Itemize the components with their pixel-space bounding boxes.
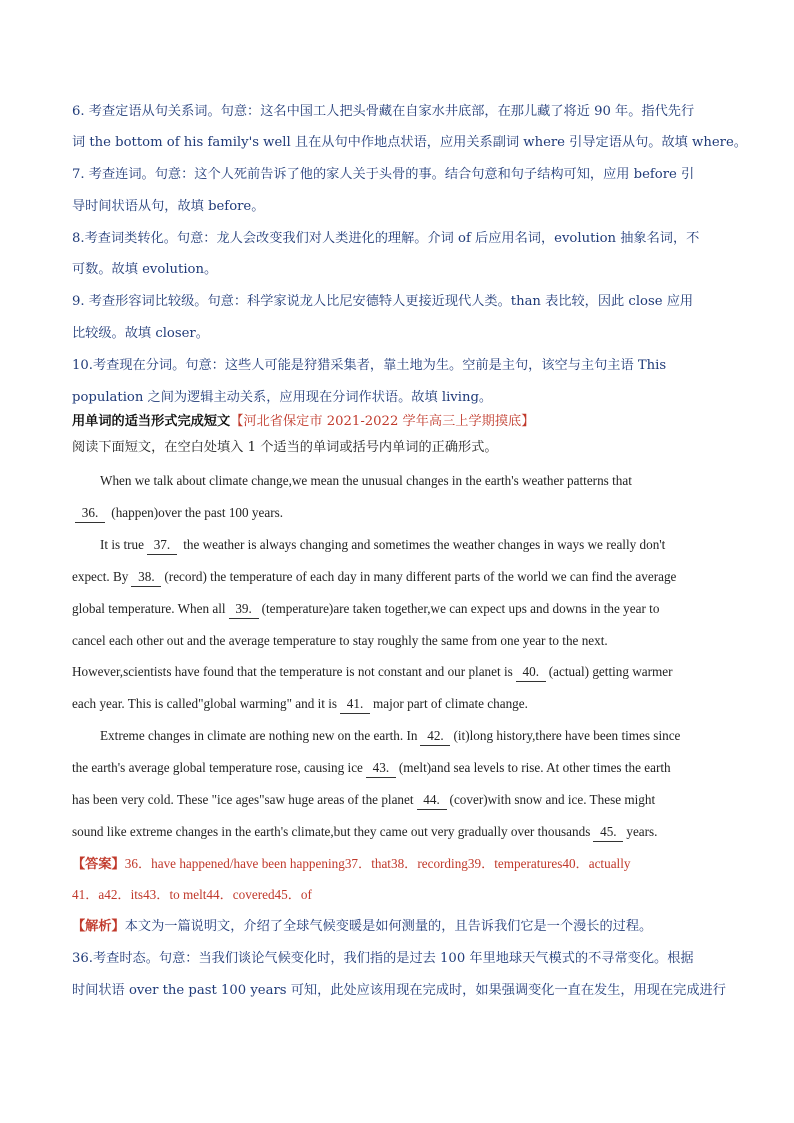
passage-text: years. (626, 824, 658, 839)
section-heading (72, 413, 534, 431)
blank-38[interactable]: 38. (131, 568, 161, 587)
passage-text: (temperature)are taken together,we can expect ups and downs in the year to (261, 601, 660, 616)
explanation-9-line2: 比较级。故填 closer。 (72, 326, 209, 341)
passage-text: (actual) getting warmer (548, 664, 673, 679)
passage-line-2 (72, 504, 283, 523)
section-source: 【河北省保定市 2021-2022 学年高三上学期摸底】 (230, 414, 535, 429)
passage-line-8 (72, 695, 528, 714)
blank-41[interactable]: 41. (340, 695, 370, 714)
passage-text: sound like extreme changes in the earth's climate,but they came out very gradually over thousands (72, 824, 591, 839)
answer-text-1: 36．have happened/have been happening37．that38．recording39．temperatures40．actually (124, 856, 631, 871)
section-title: 用单词的适当形式完成短文 (72, 414, 231, 429)
passage-line-4 (72, 568, 676, 587)
explanation-8-line2: 可数。故填 evolution。 (72, 262, 218, 277)
blank-40[interactable]: 40. (516, 663, 546, 682)
passage-text: the weather is always changing and sometimes the weather changes in ways we really don't (183, 537, 666, 552)
passage-line-5 (72, 600, 659, 619)
passage-text: the earth's average global temperature rose, causing ice (72, 760, 363, 775)
passage-line-9 (100, 727, 680, 746)
passage-text: has been very cold. These "ice ages"saw huge areas of the planet (72, 792, 414, 807)
answer-line-1 (72, 855, 630, 873)
passage-text: Extreme changes in climate are nothing new on the earth. In (100, 728, 418, 743)
explanation-6-line1: 6. 考查定语从句关系词。句意：这名中国工人把头骨藏在自家水井底部，在那儿藏了将近 90 年。指代先行 (72, 104, 695, 119)
explanation-7-line1: 7. 考查连词。句意：这个人死前告诉了他的家人关于头骨的事。结合句意和句子结构可知，应用 before 引 (72, 167, 695, 182)
passage-line-3 (100, 536, 665, 555)
explanation-10-line2: population 之间为逻辑主动关系，应用现在分词作状语。故填 living。 (72, 390, 493, 405)
passage-text: However,scientists have found that the temperature is not constant and our planet is (72, 664, 513, 679)
blank-45[interactable]: 45. (593, 823, 623, 842)
passage-text: (record) the temperature of each day in many different parts of the world we can find the average (164, 569, 677, 584)
analysis-line (72, 918, 652, 936)
section-instruction: 阅读下面短文，在空白处填入 1 个适当的单词或括号内单词的正确形式。 (72, 440, 498, 455)
explanation-7-line2: 导时间状语从句，故填 before。 (72, 199, 265, 214)
blank-37[interactable]: 37. (147, 536, 177, 555)
passage-line-6: cancel each other out and the average temperature to stay roughly the same from one year to the next. (72, 633, 608, 648)
passage-text: (happen)over the past 100 years. (111, 505, 284, 520)
passage-line-12 (72, 823, 657, 842)
blank-44[interactable]: 44. (417, 791, 447, 810)
explanation-36-line2: 时间状语 over the past 100 years 可知，此处应该用现在完成时，如果强调变化一直在发生，用现在完成进行 (72, 983, 726, 998)
answer-line-2: 41．a42．its43．to melt44．covered45．of (72, 887, 312, 902)
passage-text: each year. This is called"global warming" and it is (72, 696, 338, 711)
passage-text: It is true (100, 537, 144, 552)
blank-43[interactable]: 43. (366, 759, 396, 778)
passage-line-1: When we talk about climate change,we mean the unusual changes in the earth's weather patterns that (100, 473, 632, 488)
passage-text: major part of climate change. (373, 696, 528, 711)
passage-text: global temperature. When all (72, 601, 226, 616)
passage-text: (melt)and sea levels to rise. At other times the earth (398, 760, 671, 775)
blank-42[interactable]: 42. (420, 727, 450, 746)
analysis-tag: 【解析】 (72, 919, 125, 934)
explanation-8-line1: 8.考查词类转化。句意：龙人会改变我们对人类进化的理解。介词 of 后应用名词，evolution 抽象名词，不 (72, 231, 700, 246)
explanation-9-line1: 9. 考查形容词比较级。句意：科学家说龙人比尼安德特人更接近现代人类。than 表比较，因此 close 应用 (72, 294, 694, 309)
passage-text: expect. By (72, 569, 129, 584)
passage-text: (it)long history,there have been times since (453, 728, 681, 743)
passage-line-7 (72, 663, 673, 682)
passage-text: (cover)with snow and ice. These might (449, 792, 656, 807)
explanation-6-line2: 词 the bottom of his family's well 且在从句中作地点状语，应用关系副词 where 引导定语从句。故填 where。 (72, 135, 747, 150)
blank-39[interactable]: 39. (229, 600, 259, 619)
blank-36[interactable]: 36. (75, 504, 105, 523)
passage-line-10 (72, 759, 671, 778)
answer-tag: 【答案】 (72, 856, 125, 871)
passage-line-11 (72, 791, 655, 810)
analysis-text: 本文为一篇说明文，介绍了全球气候变暖是如何测量的，且告诉我们它是一个漫长的过程。 (124, 919, 653, 934)
explanation-10-line1: 10.考查现在分词。句意：这些人可能是狩猎采集者，靠土地为生。空前是主句，该空与主句主语 This (72, 358, 667, 373)
explanation-36-line1: 36.考查时态。句意：当我们谈论气候变化时，我们指的是过去 100 年里地球天气模式的不寻常变化。根据 (72, 951, 694, 966)
